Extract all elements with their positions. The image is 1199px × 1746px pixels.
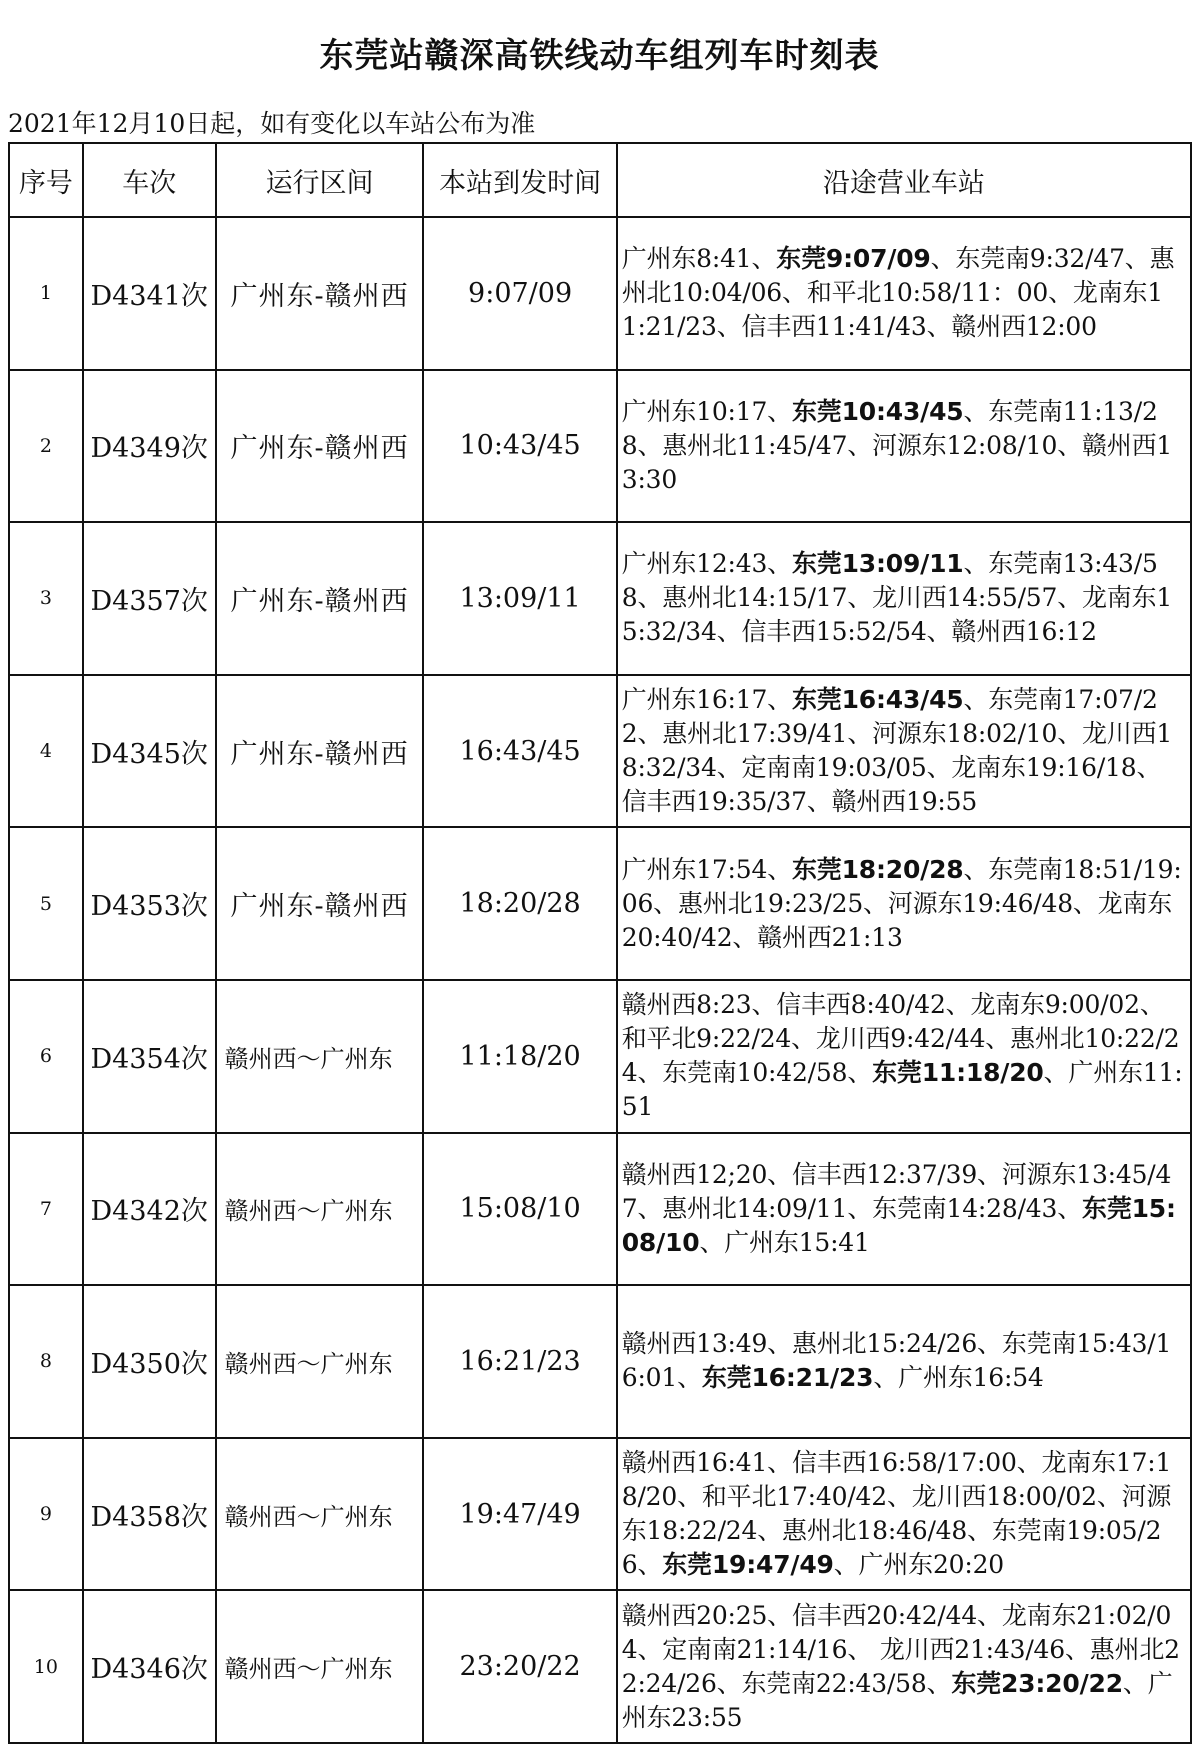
table-row [9, 1285, 1191, 1438]
stations-after: 、东莞南9:32/47、惠州北10:04/06、和平北10:58/11：00、龙南东11:21/23、信丰西11:41/43、赣州西12:00 [621, 244, 1175, 342]
row-no: 5 [9, 827, 83, 980]
route: 赣州西～广州东 [216, 1590, 424, 1743]
stations-before: 广州东17:54、 [621, 854, 792, 884]
table-row [9, 980, 1191, 1133]
route: 广州东-赣州西 [216, 522, 424, 675]
stations-after: 、东莞南11:13/28、惠州北11:45/47、河源东12:08/10、赣州西13:30 [621, 396, 1173, 494]
station-time: 18:20/28 [423, 827, 616, 980]
stations-cell [617, 522, 1191, 675]
stations-before: 赣州西8:23、信丰西8:40/42、龙南东9:00/02、和平北9:22/24、龙川西9:42/44、惠州北10:22/24、东莞南10:42/58、 [621, 990, 1180, 1088]
row-no: 2 [9, 370, 83, 523]
stations-dongguan: 东莞13:09/11 [791, 549, 964, 579]
train-number: D4353次 [83, 827, 216, 980]
stations-before: 赣州西12;20、信丰西12:37/39、河源东13:45/47、惠州北14:09/11、东莞南14:28/43、 [621, 1159, 1172, 1223]
train-number: D4345次 [83, 675, 216, 828]
stations-dongguan: 东莞23:20/22 [951, 1668, 1123, 1698]
row-no: 8 [9, 1285, 83, 1438]
stations-after: 、广州东20:20 [833, 1550, 1004, 1580]
stations-before: 广州东12:43、 [621, 549, 792, 579]
stations-dongguan: 东莞16:43/45 [791, 685, 964, 715]
table-row [9, 827, 1191, 980]
stations-cell [617, 827, 1191, 980]
station-time: 23:20/22 [423, 1590, 616, 1743]
stations-after: 、东莞南17:07/22、惠州北17:39/41、河源东18:02/10、龙川西18:32/34、定南南19:03/05、龙南东19:16/18、信丰西19:35/37、赣州西19:55 [621, 685, 1173, 817]
stations-dongguan: 东莞19:47/49 [662, 1550, 834, 1580]
stations-cell [617, 675, 1191, 828]
route: 广州东-赣州西 [216, 370, 424, 523]
timetable [8, 142, 1192, 1744]
stations-after: 、广州东16:54 [873, 1363, 1044, 1393]
stations-text [618, 242, 1190, 344]
header-route: 运行区间 [216, 143, 424, 217]
stations-dongguan: 东莞9:07/09 [776, 244, 931, 274]
row-no: 1 [9, 217, 83, 370]
header-time: 本站到发时间 [423, 143, 616, 217]
train-number: D4350次 [83, 1285, 216, 1438]
stations-after: 、东莞南13:43/58、惠州北14:15/17、龙川西14:55/57、龙南东15:32/34、信丰西15:52/54、赣州西16:12 [621, 549, 1173, 647]
table-row [9, 1133, 1191, 1286]
stations-before: 赣州西20:25、信丰西20:42/44、龙南东21:02/04、定南南21:14/16、 龙川西21:43/46、惠州北22:24/26、东莞南22:43/58、 [621, 1600, 1180, 1698]
station-time: 16:43/45 [423, 675, 616, 828]
stations-text [618, 395, 1190, 497]
train-number: D4346次 [83, 1590, 216, 1743]
stations-cell [617, 370, 1191, 523]
station-time: 10:43/45 [423, 370, 616, 523]
train-number: D4341次 [83, 217, 216, 370]
stations-cell [617, 980, 1191, 1133]
stations-cell [617, 1590, 1191, 1743]
table-row [9, 1590, 1191, 1743]
route: 广州东-赣州西 [216, 827, 424, 980]
stations-cell [617, 1285, 1191, 1438]
row-no: 7 [9, 1133, 83, 1286]
stations-dongguan: 东莞10:43/45 [791, 396, 964, 426]
row-no: 10 [9, 1590, 83, 1743]
table-row [9, 217, 1191, 370]
stations-before: 广州东8:41、 [621, 244, 777, 274]
header-row [9, 143, 1191, 217]
train-number: D4358次 [83, 1438, 216, 1591]
stations-cell [617, 1133, 1191, 1286]
table-row [9, 522, 1191, 675]
effective-date-note: 2021年12月10日起，如有变化以车站公布为准 [8, 109, 536, 138]
route: 赣州西～广州东 [216, 1438, 424, 1591]
stations-dongguan: 东莞18:20/28 [791, 854, 964, 884]
header-stations: 沿途营业车站 [617, 143, 1191, 217]
header-no: 序号 [9, 143, 83, 217]
stations-dongguan: 东莞11:18/20 [872, 1058, 1044, 1088]
route: 赣州西～广州东 [216, 1285, 424, 1438]
stations-text [618, 1327, 1190, 1395]
stations-after: 、东莞南18:51/19:06、惠州北19:23/25、河源东19:46/48、龙南东20:40/42、赣州西21:13 [621, 854, 1182, 952]
station-time: 9:07/09 [423, 217, 616, 370]
row-no: 4 [9, 675, 83, 828]
table-row [9, 1438, 1191, 1591]
station-time: 15:08/10 [423, 1133, 616, 1286]
stations-text [618, 547, 1190, 649]
route: 赣州西～广州东 [216, 1133, 424, 1286]
train-number: D4342次 [83, 1133, 216, 1286]
train-number: D4349次 [83, 370, 216, 523]
train-number: D4357次 [83, 522, 216, 675]
stations-text [618, 683, 1190, 819]
stations-after: 、广州东23:55 [621, 1668, 1173, 1732]
station-time: 13:09/11 [423, 522, 616, 675]
stations-before: 广州东16:17、 [621, 685, 792, 715]
row-no: 3 [9, 522, 83, 675]
row-no: 6 [9, 980, 83, 1133]
station-time: 19:47/49 [423, 1438, 616, 1591]
stations-cell [617, 217, 1191, 370]
stations-after: 、广州东15:41 [699, 1227, 870, 1257]
stations-before: 赣州西13:49、惠州北15:24/26、东莞南15:43/16:01、 [621, 1329, 1172, 1393]
stations-dongguan: 东莞15:08/10 [621, 1193, 1176, 1257]
train-number: D4354次 [83, 980, 216, 1133]
stations-text [618, 1599, 1190, 1735]
stations-before: 广州东10:17、 [621, 396, 792, 426]
route: 赣州西～广州东 [216, 980, 424, 1133]
table-row [9, 675, 1191, 828]
stations-text [618, 853, 1190, 955]
stations-text [618, 1446, 1190, 1582]
table-row [9, 370, 1191, 523]
stations-cell [617, 1438, 1191, 1591]
route: 广州东-赣州西 [216, 675, 424, 828]
page-title: 东莞站赣深高铁线动车组列车时刻表 [319, 36, 880, 76]
station-time: 16:21/23 [423, 1285, 616, 1438]
stations-text [618, 1158, 1190, 1260]
stations-text [618, 988, 1190, 1124]
row-no: 9 [9, 1438, 83, 1591]
stations-dongguan: 东莞16:21/23 [701, 1363, 874, 1393]
stations-after: 、广州东11:51 [621, 1058, 1183, 1122]
stations-before: 赣州西16:41、信丰西16:58/17:00、龙南东17:18/20、和平北17:40/42、龙川西18:00/02、河源东18:22/24、惠州北18:46/48、东莞南19:05/26、 [621, 1448, 1172, 1580]
station-time: 11:18/20 [423, 980, 616, 1133]
route: 广州东-赣州西 [216, 217, 424, 370]
header-train: 车次 [83, 143, 216, 217]
